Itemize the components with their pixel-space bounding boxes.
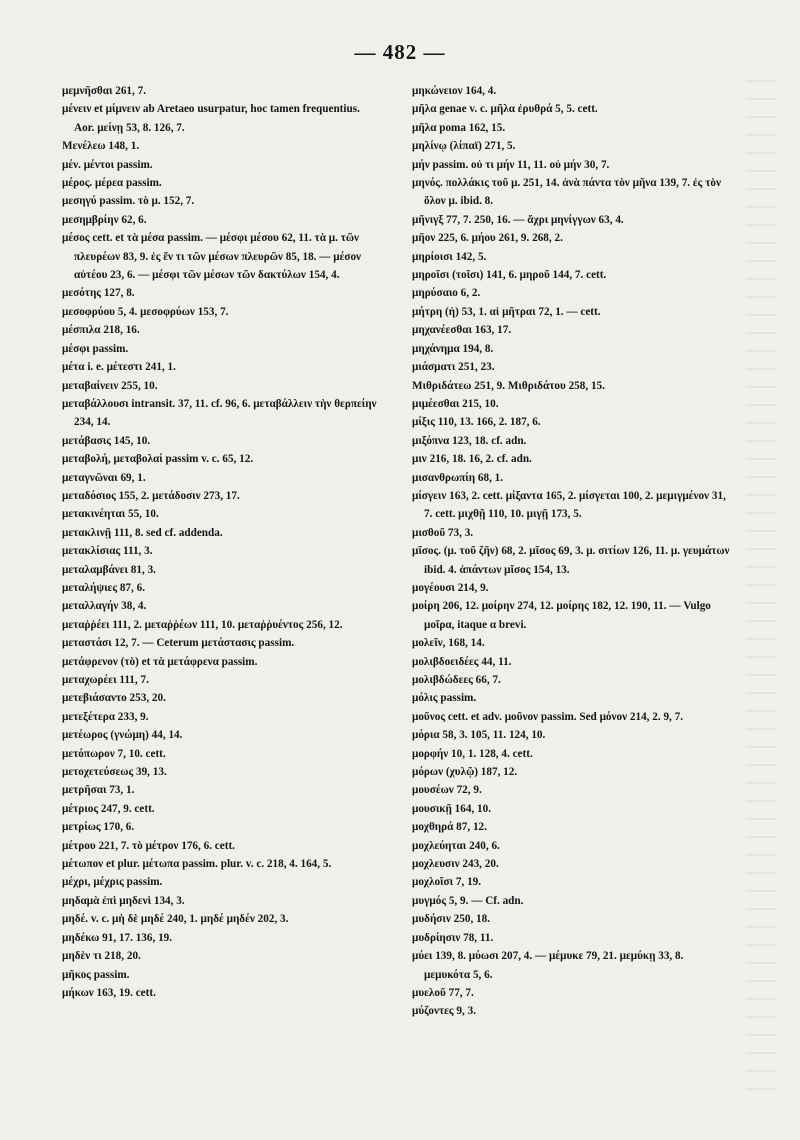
index-entry: μήν passim. οὐ τι μήν 11, 11. οὐ μήν 30, 7. bbox=[412, 158, 610, 171]
index-entry: μέτα i. e. μέτεστι 241, 1. bbox=[62, 361, 176, 374]
index-entry: μιξόπνα 123, 18. cf. adn. bbox=[412, 434, 527, 447]
index-entry: μετάβασις 145, 10. bbox=[62, 434, 151, 447]
index-entry: μογέουσι 214, 9. bbox=[412, 581, 489, 594]
index-entry: μισθοῦ 73, 3. bbox=[412, 526, 474, 539]
index-entry: μέσπιλα 218, 16. bbox=[62, 324, 140, 337]
index-entry: μῆον 225, 6. μήου 261, 9. 268, 2. bbox=[412, 232, 563, 245]
index-entry: μηχανέεσθαι 163, 17. bbox=[412, 324, 512, 337]
index-entry: μετόπωρον 7, 10. cett. bbox=[62, 747, 166, 760]
index-entry: μοχλευσιν 243, 20. bbox=[412, 858, 499, 871]
index-entry: μεταδόσιος 155, 2. μετάδοσιν 273, 17. bbox=[62, 489, 240, 502]
index-entry: μεσημβρίην 62, 6. bbox=[62, 213, 147, 226]
index-entry: μηχάνημα 194, 8. bbox=[412, 342, 494, 355]
index-entry: μένειν et μίμνειν ab Aretaeo usurpatur, hoc tamen frequentius. Aor. μείνῃ 53, 8. 126, 7. bbox=[62, 103, 360, 134]
index-entry: μεταβάλλουσι intransit. 37, 11. cf. 96, 6. μεταβάλλειν τὴν θερπείην 234, 14. bbox=[62, 397, 377, 429]
index-entry: μεσοφρύου 5, 4. μεσοφρύων 153, 7. bbox=[62, 305, 229, 318]
index-entry: μῆνιγξ 77, 7. 250, 16. — ἄχρι μηνίγγων 63, 4. bbox=[412, 213, 624, 226]
index-entry: μετάφρενον (τὸ) et τὰ μετάφρενα passim. bbox=[62, 655, 258, 668]
index-column-left bbox=[62, 82, 382, 1002]
index-entry: μοχλεύηται 240, 6. bbox=[412, 839, 500, 852]
index-entry: μοχλοῖσι 7, 19. bbox=[412, 876, 482, 889]
index-entry: μηδέ. v. c. μὴ δὲ μηδέ 240, 1. μηδέ μηδέν 202, 3. bbox=[62, 913, 289, 926]
index-entry: μετεξέτερα 233, 9. bbox=[62, 710, 149, 723]
index-entry: μετακινέηται 55, 10. bbox=[62, 508, 159, 521]
index-entry: μοῦνος cett. et adv. μοῦνον passim. Sed μόνον 214, 2. 9, 7. bbox=[412, 710, 684, 723]
index-entry: μετέωρος (γνώμη) 44, 14. bbox=[62, 729, 183, 742]
index-entry: μεταλλαγήν 38, 4. bbox=[62, 600, 147, 613]
index-entry: μοχθηρά 87, 12. bbox=[412, 821, 487, 834]
index-entry: μυελοῦ 77, 7. bbox=[412, 986, 474, 999]
index-entry: μύζοντες 9, 3. bbox=[412, 1005, 477, 1018]
index-entry: μέν. μέντοι passim. bbox=[62, 158, 153, 171]
index-entry: μεταγνῶναι 69, 1. bbox=[62, 471, 146, 484]
index-entry: μεταλαμβάνει 81, 3. bbox=[62, 563, 156, 576]
index-entry: μετακλινῇ 111, 8. sed cf. addenda. bbox=[62, 526, 223, 539]
index-entry: μετεβιάσαντο 253, 20. bbox=[62, 692, 166, 705]
index-entry: μεταῤῥέει 111, 2. μεταῤῥέων 111, 10. μεταῤῥυέντος 256, 12. bbox=[62, 618, 343, 631]
bleed-through-margin bbox=[746, 80, 776, 1090]
index-entry: μισανθρωπίη 68, 1. bbox=[412, 471, 504, 484]
index-entry: μυδρίησιν 78, 11. bbox=[412, 931, 494, 944]
index-entry: μεταχωρέει 111, 7. bbox=[62, 674, 149, 686]
index-entry: μιν 216, 18. 16, 2. cf. adn. bbox=[412, 453, 532, 466]
index-entry: μέρος. μέρεα passim. bbox=[62, 177, 162, 190]
index-entry: μέτρου 221, 7. τὸ μέτρον 176, 6. cett. bbox=[62, 839, 235, 852]
index-entry: μῆκος passim. bbox=[62, 968, 130, 981]
index-entry: μεσηγύ passim. τὸ μ. 152, 7. bbox=[62, 195, 195, 208]
index-entry: μεταβαίνειν 255, 10. bbox=[62, 379, 158, 392]
index-entry: μηδὲν τι 218, 20. bbox=[62, 950, 141, 963]
index-entry: μέσφι passim. bbox=[62, 342, 129, 355]
index-entry: μέτωπον et plur. μέτωπα passim. plur. v. c. 218, 4. 164, 5. bbox=[62, 858, 332, 871]
index-entry: μουσικῇ 164, 10. bbox=[412, 802, 492, 815]
index-column-right bbox=[412, 82, 730, 1021]
index-entry: μυγμός 5, 9. — Cf. adn. bbox=[412, 894, 524, 907]
index-entry: μοίρη 206, 12. μοίρην 274, 12. μοίρης 182, 12. 190, 11. — Vulgo μοῖρα, itaque α brevi. bbox=[412, 600, 711, 631]
index-entry: μῆλα genae v. c. μῆλα ἐρυθρά 5, 5. cett. bbox=[412, 103, 598, 116]
index-entry: μουσέων 72, 9. bbox=[412, 784, 482, 797]
index-entry: μόρων (χυλῷ) 187, 12. bbox=[412, 766, 518, 779]
index-entry: Μενέλεω 148, 1. bbox=[62, 140, 140, 153]
index-entry: μυδήσιν 250, 18. bbox=[412, 913, 491, 926]
index-entry: μετρῆσαι 73, 1. bbox=[62, 784, 135, 797]
index-entry: μηδαμὰ ἐπὶ μηδενὶ 134, 3. bbox=[62, 894, 185, 907]
index-entry: μολιβδοειδέες 44, 11. bbox=[412, 655, 512, 668]
index-entry: μέσος cett. et τὰ μέσα passim. — μέσφι μέσου 62, 11. τὰ μ. τῶν πλευρέων 83, 9. ἐς ἕν τι τῶν μέσων πλευρῶν 85, 18. — μέσον αὐτέου 23, 6. — μέσφι τῶν μέσων τῶν δακτύλων 154, 4. bbox=[62, 232, 362, 282]
index-entry: μεμνῆσθαι 261, 7. bbox=[62, 85, 147, 97]
index-entry: Μιθριδάτεω 251, 9. Μιθριδάτου 258, 15. bbox=[412, 379, 605, 392]
index-entry: μέτριος 247, 9. cett. bbox=[62, 802, 155, 815]
index-entry: μολεῖν, 168, 14. bbox=[412, 637, 485, 650]
index-entry: μεταστάσι 12, 7. — Ceterum μετάστασις passim. bbox=[62, 637, 295, 650]
index-entry: μεταβολή, μεταβολαί passim v. c. 65, 12. bbox=[62, 453, 254, 466]
index-entry: μύει 139, 8. μύωσι 207, 4. — μέμυκε 79, 21. μεμύκῃ 33, 8. μεμυκότα 5, 6. bbox=[412, 950, 684, 981]
index-entry: μῆλα poma 162, 15. bbox=[412, 121, 506, 134]
index-entry: μηρύσαιο 6, 2. bbox=[412, 287, 481, 300]
index-entry: μόρια 58, 3. 105, 11. 124, 10. bbox=[412, 729, 546, 742]
index-entry: μηλίνῳ (λίπαϊ) 271, 5. bbox=[412, 140, 516, 153]
index-entry: μῖσος. (μ. τοῦ ζῆν) 68, 2. μῖσος 69, 3. μ. σιτίων 126, 11. μ. γευμάτων ibid. 4. ἁπάντων μῖσος 154, 13. bbox=[412, 545, 730, 576]
index-entry: μόλις passim. bbox=[412, 692, 477, 705]
index-entry: μιάσματι 251, 23. bbox=[412, 361, 495, 374]
index-entry: μεταλήψιες 87, 6. bbox=[62, 581, 146, 594]
index-entry: μηροῖσι (τοῖσι) 141, 6. μηροῦ 144, 7. cett. bbox=[412, 269, 607, 282]
index-entry: μηρίοισι 142, 5. bbox=[412, 250, 487, 263]
index-entry: μήκων 163, 19. cett. bbox=[62, 986, 156, 999]
index-entry: μέχρι, μέχρις passim. bbox=[62, 876, 163, 889]
index-entry: μετρίως 170, 6. bbox=[62, 821, 135, 834]
index-entry: μίξις 110, 13. 166, 2. 187, 6. bbox=[412, 416, 541, 429]
index-entry: μηδέκω 91, 17. 136, 19. bbox=[62, 931, 173, 944]
index-entry: μιμέεσθαι 215, 10. bbox=[412, 397, 499, 410]
index-entry: μηκώνειον 164, 4. bbox=[412, 85, 497, 97]
index-entry: μολιβδώδεες 66, 7. bbox=[412, 674, 501, 686]
index-entry: μίσγειν 163, 2. cett. μίξαντα 165, 2. μίσγεται 100, 2. μεμιγμένον 31, 7. cett. μιχθῇ 110, 10. μιγῇ 173, 5. bbox=[412, 489, 726, 521]
index-entry: μορφήν 10, 1. 128, 4. cett. bbox=[412, 747, 533, 760]
index-entry: μεσότης 127, 8. bbox=[62, 287, 135, 300]
index-entry: μηνός. πολλάκις τοῦ μ. 251, 14. ἀνὰ πάντα τὸν μῆνα 139, 7. ἐς τὸν ὅλον μ. ibid. 8. bbox=[412, 177, 721, 208]
index-entry: μετοχετεύσεως 39, 13. bbox=[62, 766, 167, 779]
page-number: — 482 — bbox=[354, 40, 446, 64]
index-entry: μήτρη (ἡ) 53, 1. αἱ μῆτραι 72, 1. — cett. bbox=[412, 305, 601, 318]
index-entry: μετακλίσιας 111, 3. bbox=[62, 545, 153, 558]
